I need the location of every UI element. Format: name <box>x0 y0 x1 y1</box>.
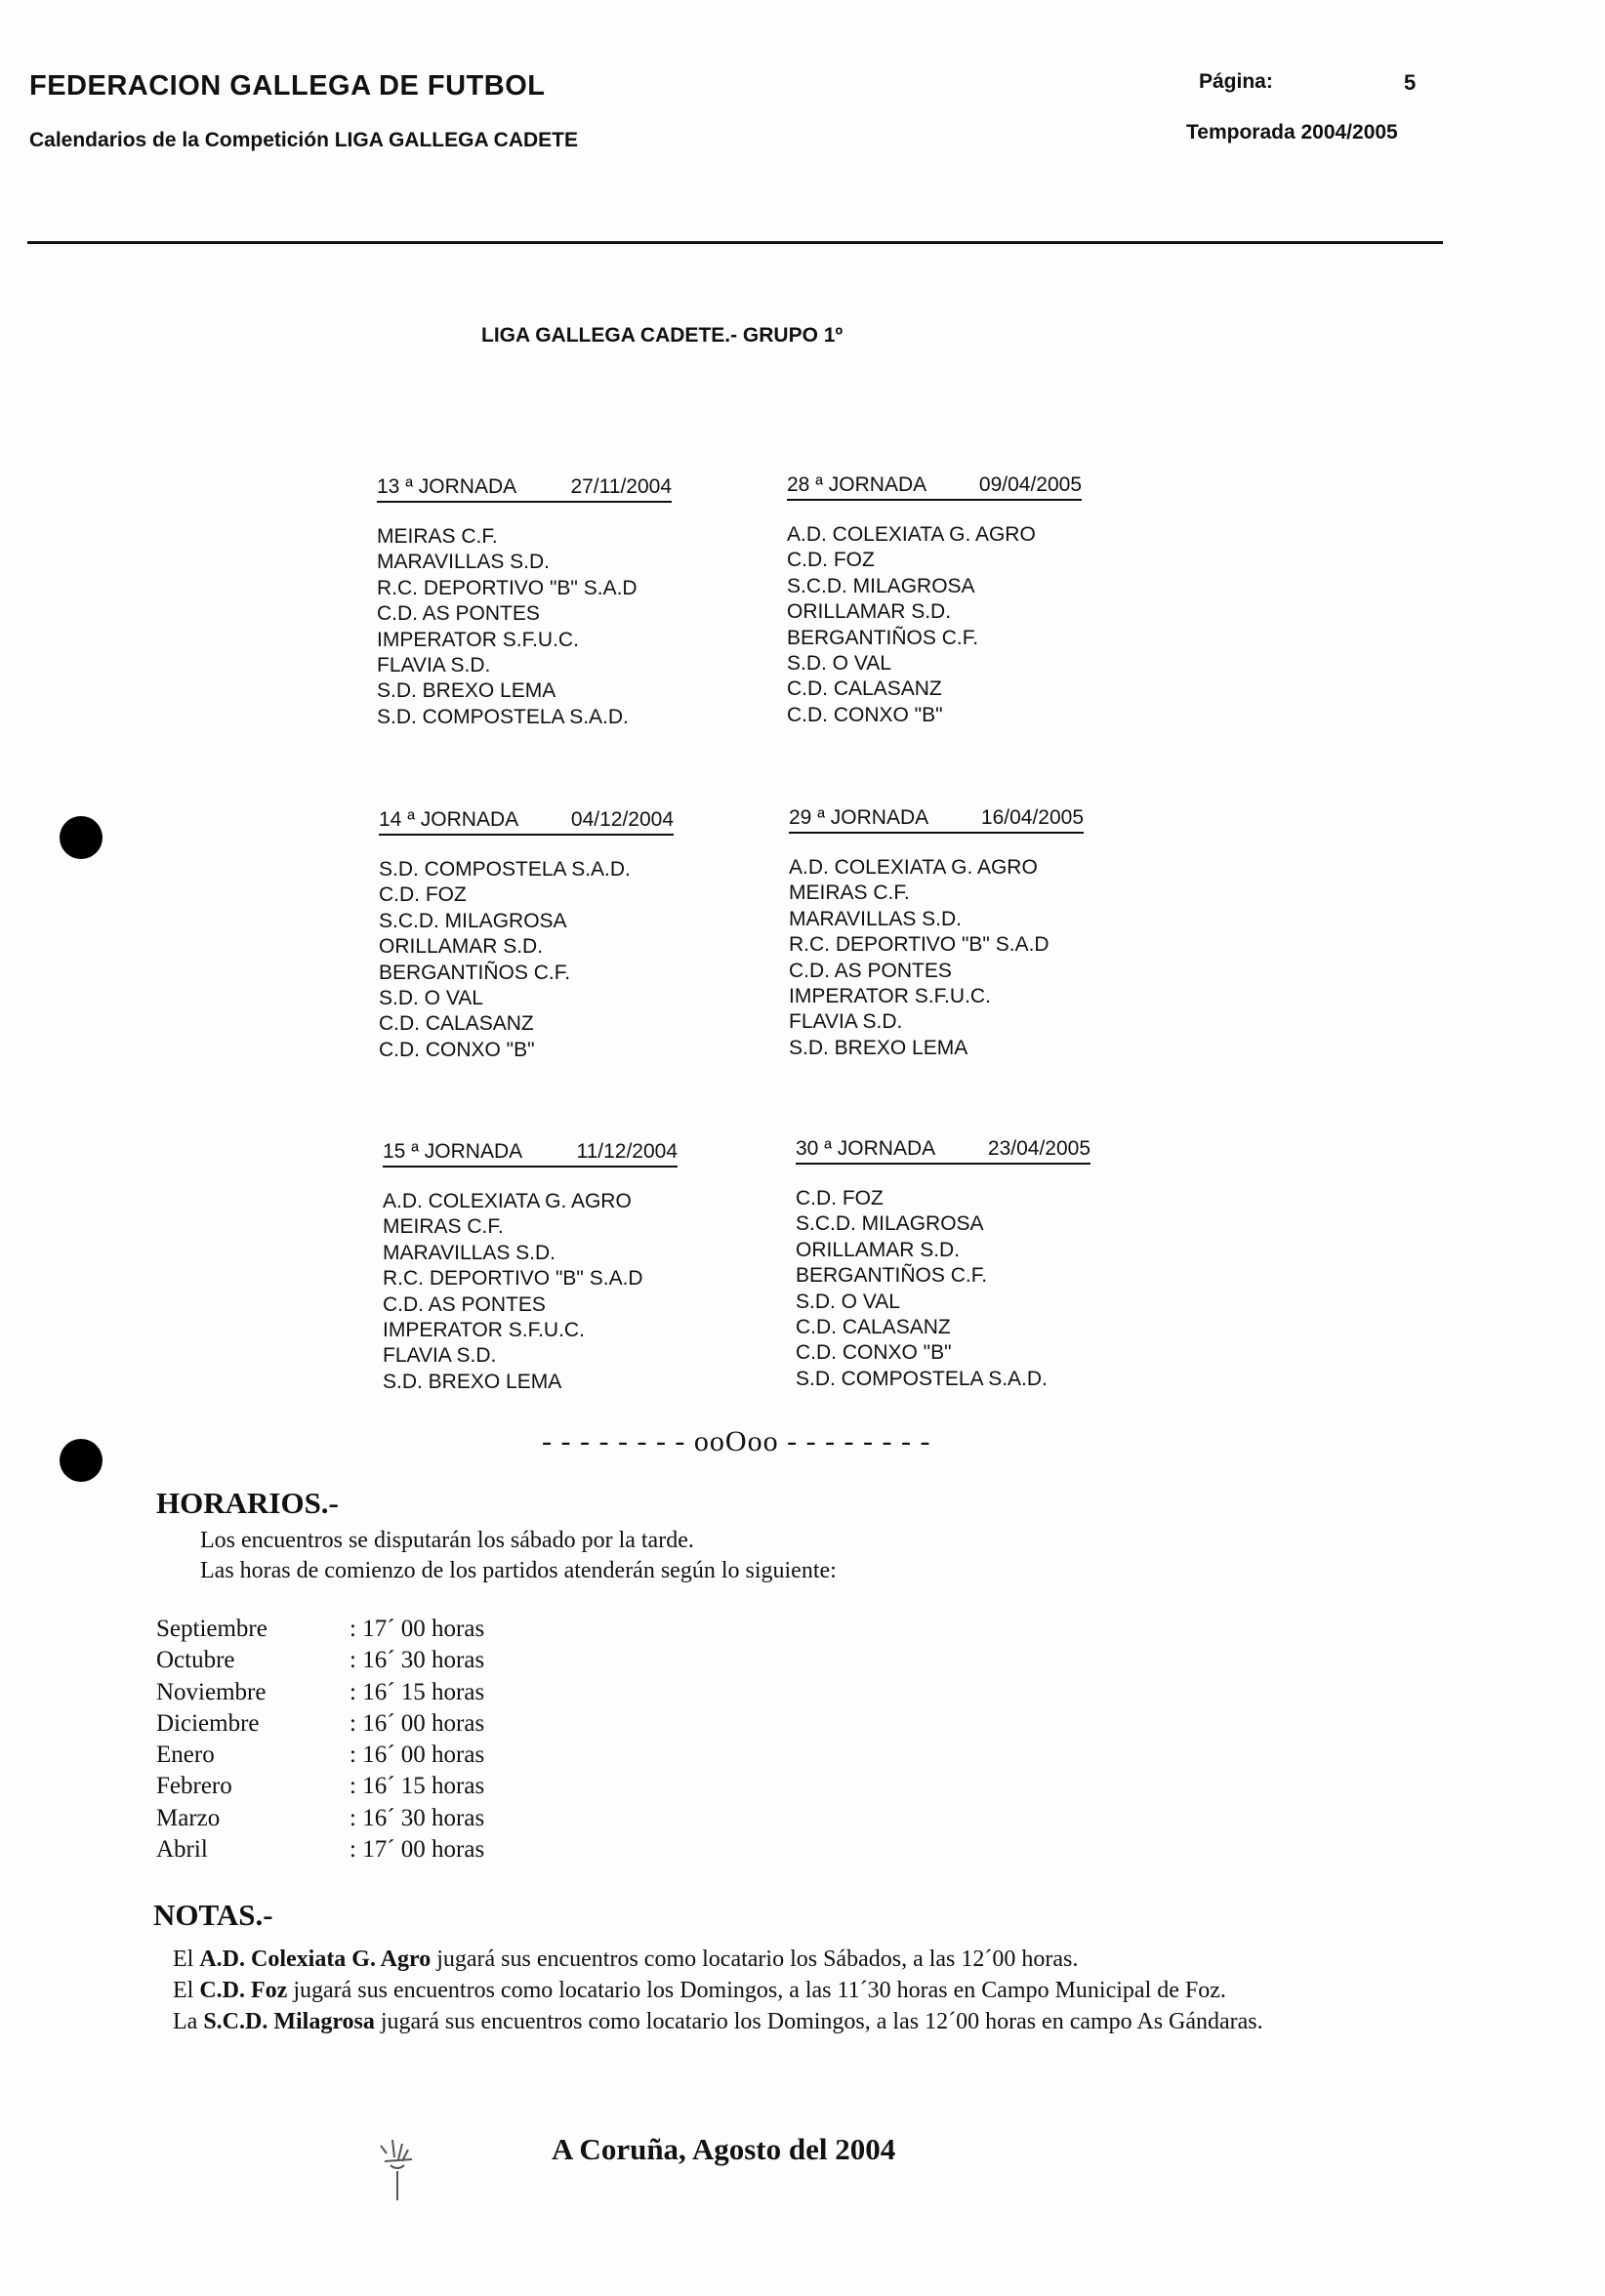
federation-name: FEDERACION GALLEGA DE FUTBOL <box>29 70 546 102</box>
team-name: C.D. CONXO "B" <box>379 1038 535 1061</box>
schedule-month: Septiembre <box>156 1616 268 1642</box>
header-divider <box>27 241 1443 244</box>
team-name: FLAVIA S.D. <box>377 654 491 677</box>
team-name: IMPERATOR S.F.U.C. <box>377 628 579 651</box>
section-separator: - - - - - - - - ooOoo - - - - - - - - <box>542 1425 931 1457</box>
jornada-date: 27/11/2004 <box>570 475 672 498</box>
horarios-line-2: Las horas de comienzo de los partidos atenderán según lo siguiente: <box>200 1558 837 1583</box>
schedule-time: : 17´ 00 horas <box>350 1616 485 1642</box>
horarios-line-1: Los encuentros se disputarán los sábado por la tarde. <box>200 1528 694 1553</box>
team-name: BERGANTIÑOS C.F. <box>787 626 979 649</box>
jornada-block <box>787 473 1082 728</box>
jornada-label: 28 ª JORNADA <box>787 473 927 496</box>
jornada-date: 11/12/2004 <box>576 1140 678 1163</box>
team-name: C.D. FOZ <box>787 549 875 572</box>
team-name: MEIRAS C.F. <box>377 525 498 548</box>
jornada-block <box>383 1140 678 1395</box>
team-name: S.D. COMPOSTELA S.A.D. <box>379 858 631 881</box>
jornada-label: 13 ª JORNADA <box>377 475 517 498</box>
team-name: S.D. BREXO LEMA <box>789 1036 968 1059</box>
team-name: S.D. BREXO LEMA <box>383 1370 562 1393</box>
team-name: IMPERATOR S.F.U.C. <box>383 1319 585 1342</box>
group-title: LIGA GALLEGA CADETE.- GRUPO 1º <box>481 324 844 347</box>
note-foz <box>153 1975 1339 2006</box>
jornada-block <box>377 475 672 730</box>
place-date-footer: A Coruña, Agosto del 2004 <box>552 2132 896 2166</box>
jornada-block <box>789 806 1084 1061</box>
team-name: C.D. AS PONTES <box>789 959 952 982</box>
schedule-time: : 16´ 15 horas <box>350 1773 485 1800</box>
jornada-header <box>796 1137 1091 1165</box>
schedule-time: : 17´ 00 horas <box>350 1836 485 1864</box>
jornada-block <box>379 808 674 1063</box>
team-name: MARAVILLAS S.D. <box>383 1241 556 1264</box>
team-name: ORILLAMAR S.D. <box>379 935 544 959</box>
schedule-month: Noviembre <box>156 1678 267 1705</box>
note-colexiata <box>153 1944 1339 1975</box>
note-text: jugará sus encuentros como locatario los Sábados, a las 12´00 horas. <box>431 1947 1079 1972</box>
schedule-time: : 16´ 00 horas <box>350 1742 485 1769</box>
team-name: ORILLAMAR S.D. <box>796 1238 961 1261</box>
page-number: 5 <box>1404 70 1417 95</box>
team-name: C.D. CONXO "B" <box>787 703 943 726</box>
schedule-time: : 16´ 30 horas <box>350 1804 485 1831</box>
jornada-block <box>796 1137 1091 1392</box>
jornada-date: 09/04/2005 <box>978 473 1082 496</box>
team-name: C.D. FOZ <box>796 1187 884 1210</box>
schedule-time: : 16´ 00 horas <box>350 1709 485 1737</box>
team-name: FLAVIA S.D. <box>383 1344 497 1368</box>
binder-hole-icon <box>60 816 103 859</box>
team-name: S.D. O VAL <box>796 1290 900 1313</box>
binder-hole-icon <box>60 1439 103 1482</box>
team-name: C.D. CALASANZ <box>796 1316 951 1339</box>
team-name: BERGANTIÑOS C.F. <box>796 1264 988 1288</box>
schedule-month: Febrero <box>156 1773 232 1800</box>
jornada-label: 14 ª JORNADA <box>379 808 519 831</box>
team-name: C.D. CONXO "B" <box>796 1341 952 1365</box>
note-prefix: La <box>173 2009 204 2034</box>
team-name: A.D. COLEXIATA G. AGRO <box>383 1190 632 1212</box>
schedule-time: : 16´ 30 horas <box>350 1647 485 1674</box>
team-name: FLAVIA S.D. <box>789 1010 903 1034</box>
team-name: ORILLAMAR S.D. <box>787 600 952 624</box>
jornada-header <box>379 808 674 836</box>
horarios-title: HORARIOS.- <box>156 1486 339 1520</box>
note-text: jugará sus encuentros como locatario los Domingos, a las 11´30 horas en Campo Municipal de Foz. <box>287 1978 1226 2003</box>
team-name: S.D. COMPOSTELA S.A.D. <box>377 705 629 728</box>
team-name: MARAVILLAS S.D. <box>789 907 963 930</box>
team-name: MEIRAS C.F. <box>383 1215 504 1239</box>
team-name: MARAVILLAS S.D. <box>377 551 551 574</box>
team-name: S.D. BREXO LEMA <box>377 679 556 703</box>
jornada-date: 23/04/2005 <box>987 1137 1091 1160</box>
team-name: S.C.D. MILAGROSA <box>379 909 567 932</box>
jornada-label: 15 ª JORNADA <box>383 1140 523 1163</box>
season-label: Temporada 2004/2005 <box>1186 121 1398 144</box>
jornada-header <box>789 806 1084 834</box>
team-name: R.C. DEPORTIVO "B" S.A.D <box>789 933 1049 957</box>
team-name: S.D. O VAL <box>379 987 483 1010</box>
schedule-row <box>156 1710 484 1742</box>
schedule-row <box>156 1679 484 1710</box>
jornada-header <box>377 475 672 503</box>
jornada-label: 30 ª JORNADA <box>796 1137 936 1160</box>
schedule-row <box>156 1805 484 1836</box>
club-name: S.C.D. Milagrosa <box>203 2009 375 2034</box>
note-milagrosa <box>153 2006 1339 2037</box>
team-name: A.D. COLEXIATA G. AGRO <box>787 523 1036 546</box>
team-name: BERGANTIÑOS C.F. <box>379 961 571 984</box>
schedule-time: : 16´ 15 horas <box>350 1678 485 1705</box>
team-name: C.D. FOZ <box>379 883 467 907</box>
club-name: C.D. Foz <box>199 1978 288 2003</box>
team-name: S.C.D. MILAGROSA <box>787 574 975 597</box>
team-name: C.D. CALASANZ <box>787 677 942 701</box>
note-prefix: El <box>173 1978 200 2003</box>
jornada-header <box>383 1140 678 1168</box>
notes-body <box>153 1944 1339 2037</box>
jornada-label: 29 ª JORNADA <box>789 806 929 829</box>
note-prefix: El <box>173 1947 200 1972</box>
team-name: C.D. AS PONTES <box>377 602 540 626</box>
team-name: S.C.D. MILAGROSA <box>796 1212 984 1236</box>
team-name: A.D. COLEXIATA G. AGRO <box>789 856 1038 879</box>
club-name: A.D. Colexiata G. Agro <box>199 1947 432 1972</box>
jornada-header <box>787 473 1082 501</box>
schedule-month: Octubre <box>156 1647 235 1674</box>
team-name: S.D. COMPOSTELA S.A.D. <box>796 1367 1048 1390</box>
schedule-row <box>156 1616 484 1647</box>
schedule-row <box>156 1836 484 1867</box>
schedule-month: Marzo <box>156 1804 221 1831</box>
jornada-date: 04/12/2004 <box>570 808 674 831</box>
schedule-row <box>156 1647 484 1678</box>
competition-subtitle: Calendarios de la Competición LIGA GALLEGA CADETE <box>29 129 579 151</box>
team-name: R.C. DEPORTIVO "B" S.A.D <box>377 576 638 599</box>
team-name: R.C. DEPORTIVO "B" S.A.D <box>383 1267 643 1291</box>
team-name: MEIRAS C.F. <box>789 882 910 905</box>
jornada-date: 16/04/2005 <box>980 806 1084 829</box>
team-name: S.D. O VAL <box>787 652 891 676</box>
stamp-mark-icon <box>373 2136 424 2202</box>
schedule-table <box>156 1616 484 1867</box>
schedule-row <box>156 1773 484 1804</box>
team-name: C.D. AS PONTES <box>383 1292 546 1316</box>
schedule-row <box>156 1742 484 1773</box>
note-text: jugará sus encuentros como locatario los Domingos, a las 12´00 horas en campo As Gándaras. <box>374 2009 1263 2034</box>
notas-title: NOTAS.- <box>153 1898 273 1932</box>
team-name: IMPERATOR S.F.U.C. <box>789 985 991 1008</box>
schedule-month: Enero <box>156 1742 215 1769</box>
team-name: C.D. CALASANZ <box>379 1012 534 1036</box>
schedule-month: Abril <box>156 1836 208 1864</box>
page-label: Página: <box>1199 70 1273 93</box>
schedule-month: Diciembre <box>156 1709 260 1737</box>
